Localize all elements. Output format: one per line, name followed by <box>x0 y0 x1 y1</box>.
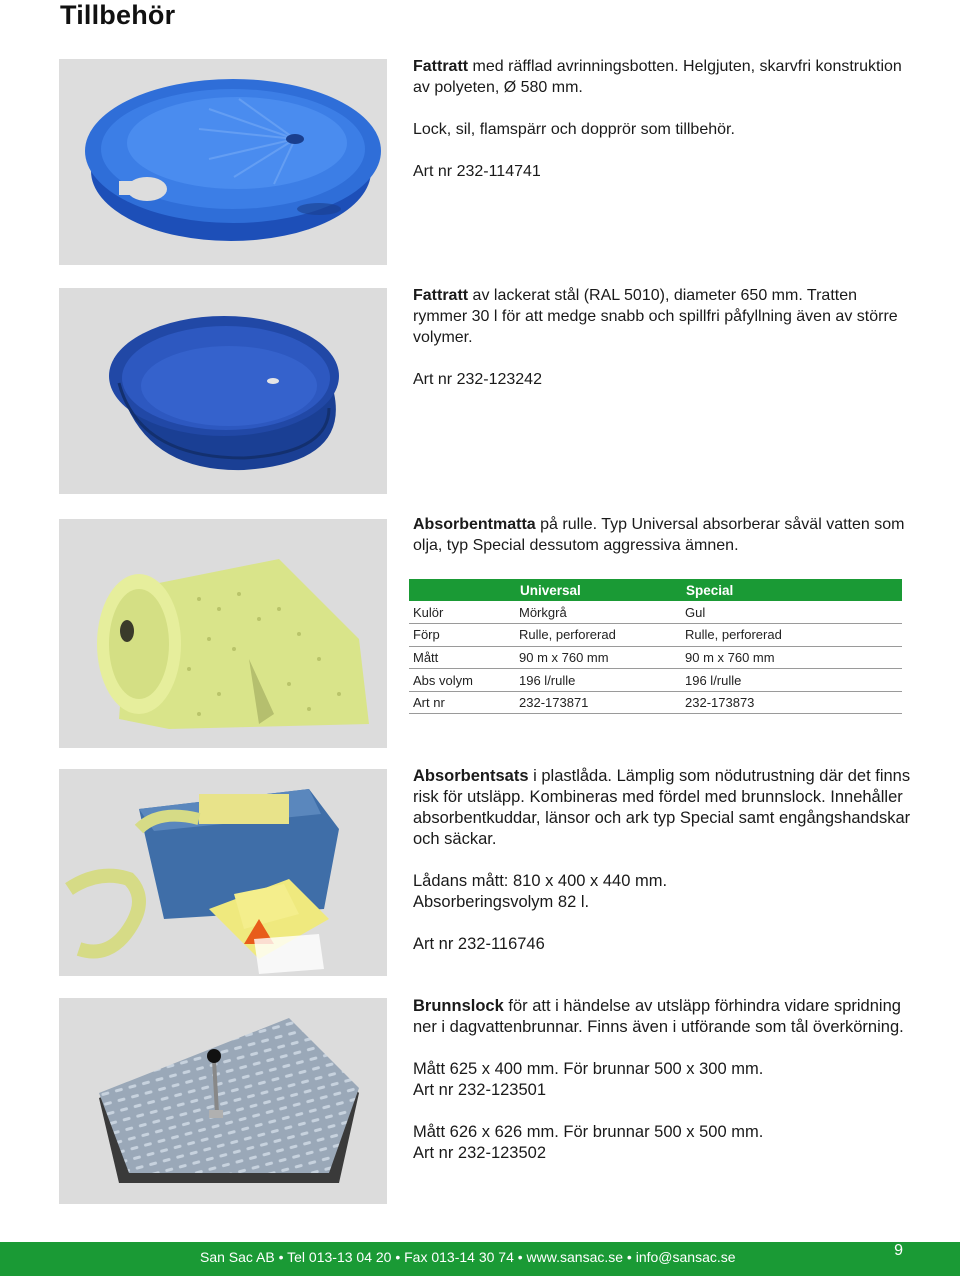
spec-special-value: Rulle, perforerad <box>681 624 902 647</box>
spec-universal-value: Rulle, perforerad <box>515 624 681 647</box>
funnel-plastic-text <box>413 56 913 182</box>
table-row <box>409 646 902 669</box>
drain-cover-name: Brunnslock <box>413 997 504 1015</box>
spec-header-label <box>409 579 515 601</box>
table-row <box>409 624 902 647</box>
funnel-plastic-name: Fattratt <box>413 58 469 75</box>
table-row <box>409 691 902 714</box>
spec-universal-value: 232-173871 <box>515 691 681 714</box>
drain-cover-photo <box>59 998 387 1204</box>
spec-special-value: 196 l/rulle <box>681 669 902 692</box>
spec-universal-value: 90 m x 760 mm <box>515 646 681 669</box>
spec-row-label: Abs volym <box>409 669 515 692</box>
absorbent-kit-text <box>413 766 913 955</box>
funnel-steel-photo <box>59 288 387 494</box>
spec-row-label: Art nr <box>409 691 515 714</box>
drain-cover-size-2: Mått 626 x 626 mm. För brunnar 500 x 500 mm. <box>413 1123 764 1141</box>
funnel-plastic-art: Art nr 232-114741 <box>413 163 541 180</box>
spec-table-header-row <box>409 579 902 601</box>
funnel-steel-desc: av lackerat stål (RAL 5010), diameter 650 mm. Tratten rymmer 30 l för att medge snabb och spillfri påfyllning även av större volymer. <box>413 287 898 346</box>
spec-header-universal: Universal <box>515 579 681 601</box>
page-title: Tillbehör <box>60 0 176 30</box>
funnel-steel-name: Fattratt <box>413 287 469 304</box>
spec-header-special: Special <box>681 579 902 601</box>
spec-universal-value: Mörkgrå <box>515 601 681 624</box>
absorbent-roll-name: Absorbentmatta <box>413 516 536 533</box>
drain-cover-art-1: Art nr 232-123501 <box>413 1081 547 1099</box>
absorbent-spec-table <box>409 579 902 714</box>
drain-cover-text <box>413 996 913 1164</box>
spec-universal-value: 196 l/rulle <box>515 669 681 692</box>
absorbent-kit-name: Absorbentsats <box>413 767 529 785</box>
spec-row-label: Kulör <box>409 601 515 624</box>
table-row <box>409 601 902 624</box>
page-number: 9 <box>894 1242 903 1259</box>
absorbent-kit-size: Lådans mått: 810 x 400 x 440 mm. <box>413 872 668 890</box>
absorbent-roll-text <box>413 514 913 556</box>
absorbent-kit-art: Art nr 232-116746 <box>413 935 545 953</box>
funnel-plastic-desc: med räfflad avrinningsbotten. Helgjuten, skarvfri konstruktion av polyeten, Ø 580 mm. <box>413 58 902 96</box>
spec-row-label: Förp <box>409 624 515 647</box>
drain-cover-size-1: Mått 625 x 400 mm. För brunnar 500 x 300 mm. <box>413 1060 764 1078</box>
drain-cover-desc: för att i händelse av utsläpp förhindra vidare spridning ner i dagvattenbrunnar. Finns även i utförande som tål överkörning. <box>413 997 904 1036</box>
spec-special-value: 90 m x 760 mm <box>681 646 902 669</box>
funnel-plastic-photo <box>59 59 387 265</box>
absorbent-kit-photo <box>59 769 387 976</box>
table-row <box>409 669 902 692</box>
spec-special-value: Gul <box>681 601 902 624</box>
footer-contact: San Sac AB • Tel 013-13 04 20 • Fax 013-14 30 74 • www.sansac.se • info@sansac.se <box>200 1249 736 1265</box>
funnel-steel-text <box>413 285 913 390</box>
absorbent-kit-desc: i plastlåda. Lämplig som nödutrustning där det finns risk för utsläpp. Kombineras med fördel med brunnslock. Innehåller absorbentkuddar, länsor och ark typ Special samt engångshandskar och säckar. <box>413 767 911 848</box>
absorbent-kit-volume: Absorberingsvolym 82 l. <box>413 893 590 911</box>
absorbent-roll-desc: på rulle. Typ Universal absorberar såväl vatten som olja, typ Special dessutom aggressiva ämnen. <box>413 516 905 554</box>
funnel-steel-art: Art nr 232-123242 <box>413 371 542 388</box>
spec-row-label: Mått <box>409 646 515 669</box>
funnel-plastic-accessories: Lock, sil, flamspärr och dopprör som tillbehör. <box>413 121 735 138</box>
spec-special-value: 232-173873 <box>681 691 902 714</box>
drain-cover-art-2: Art nr 232-123502 <box>413 1144 547 1162</box>
absorbent-roll-photo <box>59 519 387 748</box>
